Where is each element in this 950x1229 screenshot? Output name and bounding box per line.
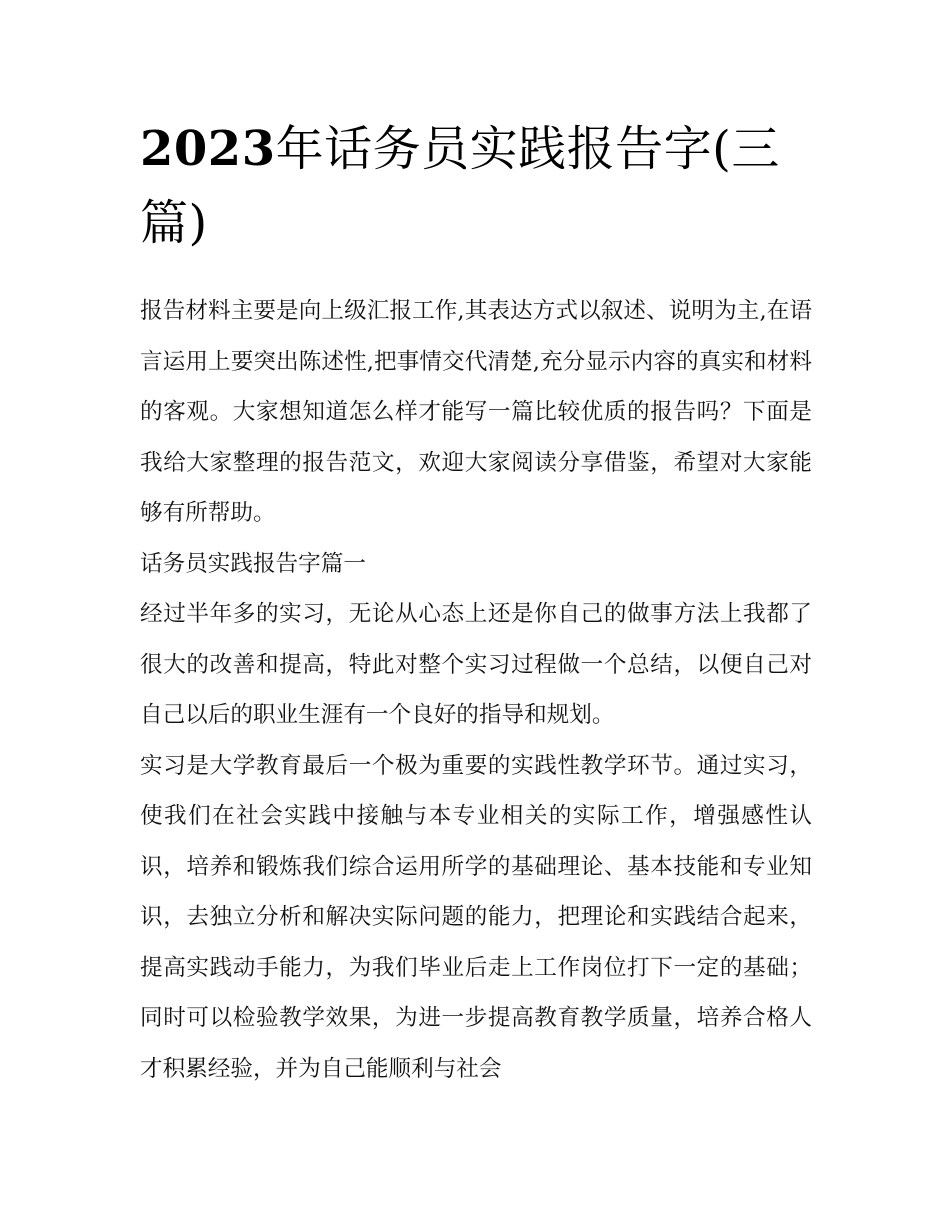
section-heading: 话务员实践报告字篇一: [140, 550, 366, 577]
intro-paragraph: 报告材料主要是向上级汇报工作,其表达方式以叙述、说明为主,在语言运用上要突出陈述性,把事情交代清楚,充分显示内容的真实和材料的客观。大家想知道怎么样才能写一篇比较优质的报告吗？下面是我给大家整理的报告范文，欢迎大家阅读分享借鉴，希望对大家能够有所帮助。: [140, 298, 812, 526]
document-page: [140, 112, 812, 1094]
title-text: 年话务员实践报告字(三篇): [140, 121, 780, 251]
document-body: [140, 286, 812, 1094]
body-paragraph-2: 实习是大学教育最后一个极为重要的实践性教学环节。通过实习，使我们在社会实践中接触与本专业相关的实际工作，增强感性认识，培养和锻炼我们综合运用所学的基础理论、基本技能和专业知识，去独立分析和解决实际问题的能力，把理论和实践结合起来，提高实践动手能力，为我们毕业后走上工作岗位打下一定的基础；同时可以检验教学效果，为进一步提高教育教学质量，培养合格人才积累经验，并为自己能顺利与社会: [140, 752, 812, 1082]
title-year: 2023: [140, 121, 276, 177]
document-title: [140, 112, 812, 260]
body-paragraph-1: 经过半年多的实习，无论从心态上还是你自己的做事方法上我都了很大的改善和提高，特此对整个实习过程做一个总结，以便自己对自己以后的职业生涯有一个良好的指导和规划。: [140, 601, 812, 728]
